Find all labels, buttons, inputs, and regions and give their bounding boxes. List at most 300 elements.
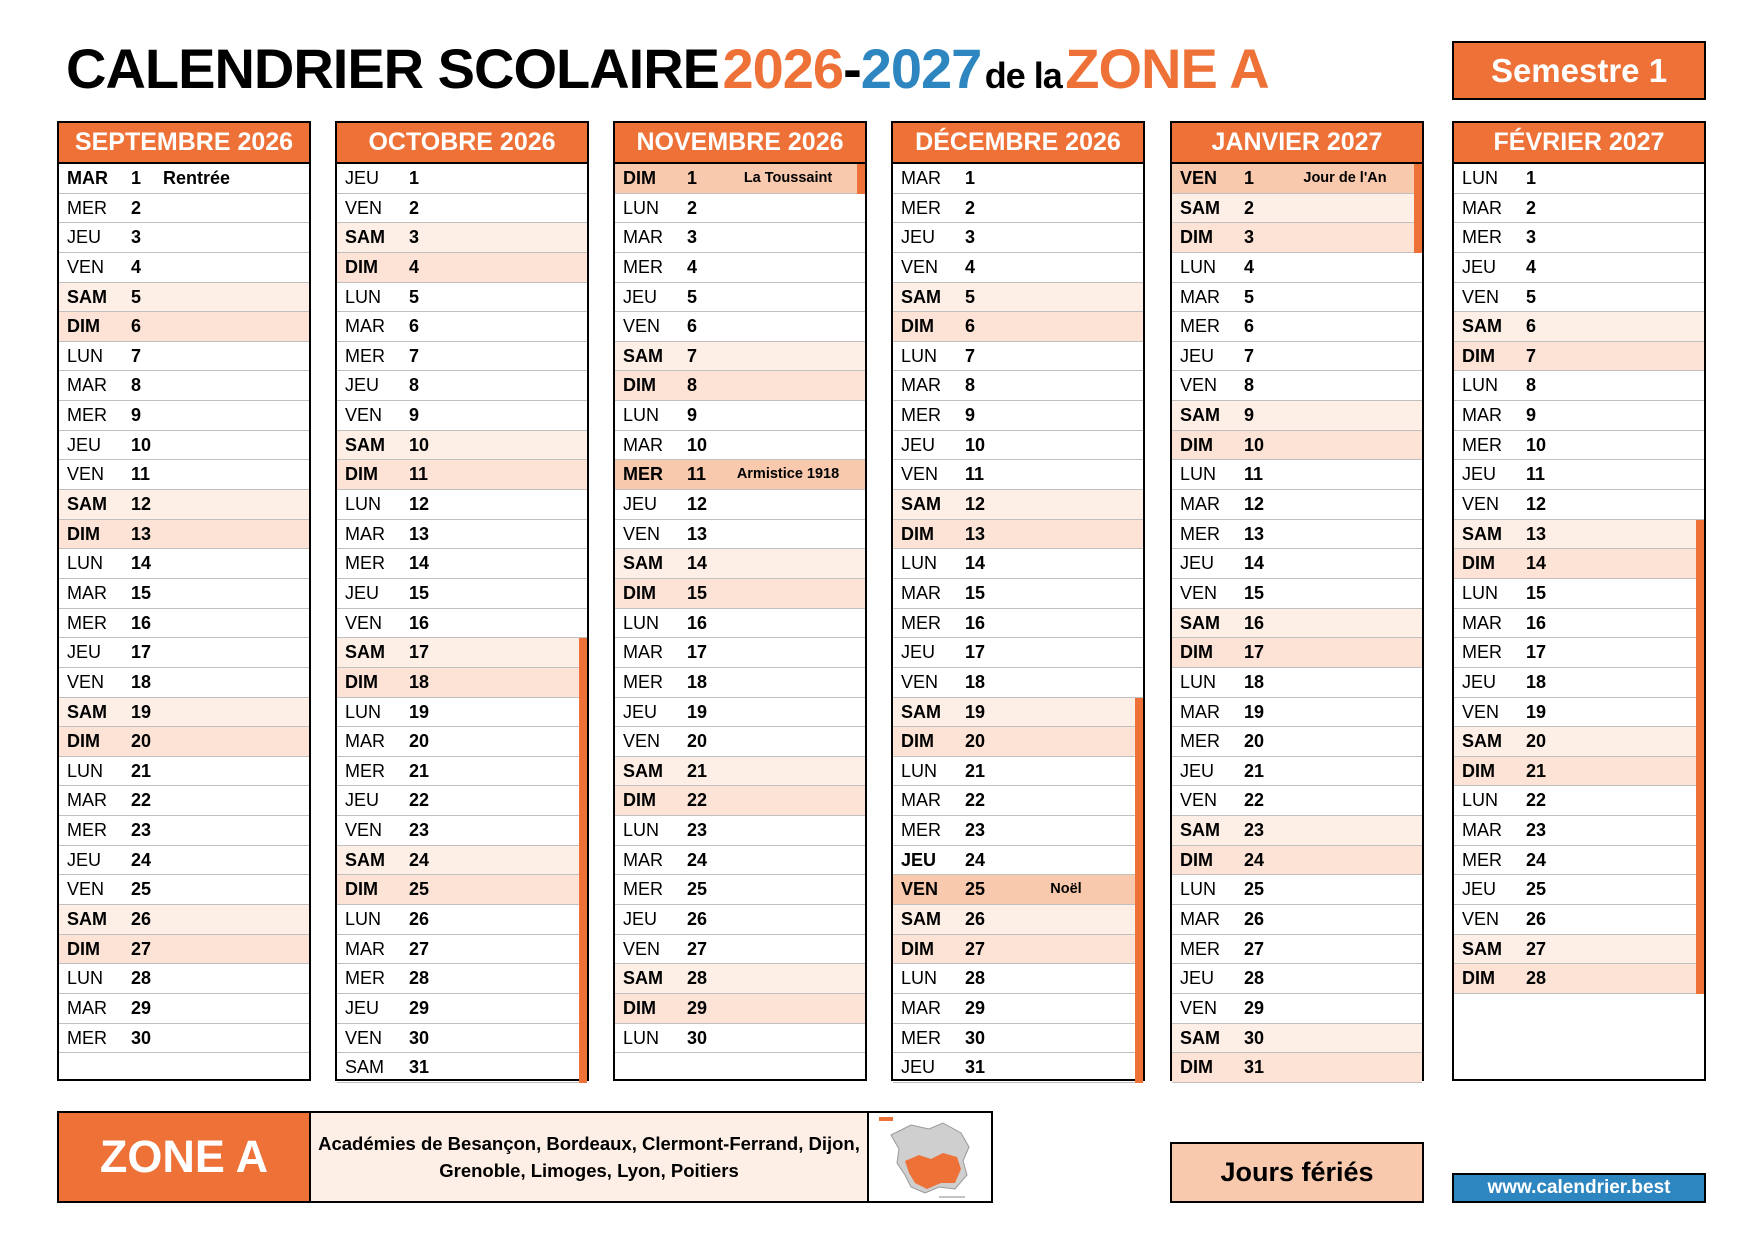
day-number: 3 [131,227,142,248]
day-number: 25 [1526,879,1547,900]
day-row [1172,1053,1422,1083]
day-number: 2 [1244,197,1255,218]
day-row [1454,549,1704,579]
day-name: MER [901,612,941,633]
day-number: 3 [1244,227,1255,248]
day-number: 28 [1526,968,1547,989]
day-row [59,164,309,194]
day-number: 5 [131,286,142,307]
day-name: MER [345,968,385,989]
day-row [1454,905,1704,935]
day-row [1454,875,1704,905]
day-number: 4 [409,256,420,277]
title-de-la: de la [984,55,1062,96]
day-row [337,579,587,609]
day-row [1172,638,1422,668]
day-name: MER [1462,434,1502,455]
day-number: 31 [965,1057,986,1078]
day-number: 6 [1244,316,1255,337]
day-number: 20 [965,731,986,752]
day-row [59,460,309,490]
day-row [893,312,1143,342]
day-name: JEU [67,434,102,455]
day-number: 15 [1244,582,1265,603]
day-row [1454,964,1704,994]
day-row [337,668,587,698]
day-name: MER [345,345,385,366]
day-row [337,431,587,461]
day-row [337,816,587,846]
day-number: 9 [965,405,976,426]
day-row [337,549,587,579]
day-name: DIM [1462,968,1495,989]
day-number: 12 [131,494,152,515]
day-name: LUN [623,820,660,841]
zone-legend [57,1111,993,1203]
empty-row [615,1053,865,1083]
day-row [893,549,1143,579]
day-number: 24 [131,849,152,870]
day-row [1172,520,1422,550]
day-row [615,283,865,313]
day-row [1172,342,1422,372]
day-name: VEN [1180,997,1218,1018]
day-name: MER [1180,523,1220,544]
empty-row [1454,1053,1704,1083]
day-row [893,609,1143,639]
day-name: JEU [67,849,102,870]
day-name: DIM [1180,1057,1213,1078]
day-name: MAR [901,582,941,603]
month-column [613,121,867,1081]
day-row [615,816,865,846]
day-name: SAM [345,849,385,870]
day-number: 2 [687,197,698,218]
day-number: 21 [409,760,430,781]
day-number: 11 [1244,464,1264,485]
vacation-bar [857,164,865,194]
day-name: SAM [1462,938,1502,959]
day-number: 6 [131,316,142,337]
day-row [1172,371,1422,401]
day-row [615,1024,865,1054]
day-number: 24 [1244,849,1265,870]
day-number: 27 [131,938,152,959]
day-number: 23 [1526,820,1547,841]
day-number: 4 [965,256,976,277]
day-number: 16 [409,612,430,633]
day-number: 6 [1526,316,1537,337]
day-row [1172,431,1422,461]
day-name: MAR [1462,612,1502,633]
day-row [893,283,1143,313]
day-name: JEU [1462,256,1497,277]
day-name: SAM [623,345,663,366]
day-name: JEU [345,997,380,1018]
day-row [1172,846,1422,876]
month-title: FÉVRIER 2027 [1454,123,1704,164]
day-number: 28 [965,968,986,989]
title-dash: - [843,37,861,100]
day-name: MAR [1462,820,1502,841]
day-row [615,401,865,431]
day-number: 13 [409,523,430,544]
day-number: 6 [687,316,698,337]
day-row [1172,253,1422,283]
day-number: 10 [687,434,708,455]
day-row [893,994,1143,1024]
day-number: 4 [1526,256,1537,277]
day-number: 30 [687,1027,708,1048]
day-name: MER [623,256,663,277]
holidays-legend: Jours fériés [1170,1142,1424,1203]
day-name: JEU [623,286,658,307]
day-name: VEN [67,879,105,900]
day-row [1172,283,1422,313]
day-row [893,875,1143,905]
vacation-bar [1696,520,1704,994]
day-name: MAR [901,790,941,811]
day-name: DIM [345,671,378,692]
day-name: MER [1180,731,1220,752]
day-name: VEN [1180,582,1218,603]
day-row [1454,401,1704,431]
day-name: MER [1462,227,1502,248]
day-row [337,757,587,787]
day-name: SAM [623,553,663,574]
day-name: MER [1462,642,1502,663]
day-name: JEU [1180,345,1215,366]
day-row [615,431,865,461]
day-row [59,786,309,816]
day-name: MER [1462,849,1502,870]
day-row [59,520,309,550]
day-name: SAM [901,701,941,722]
day-name: JEU [901,849,937,870]
day-number: 23 [1244,820,1265,841]
day-number: 29 [687,997,708,1018]
day-name: MAR [67,790,107,811]
day-number: 9 [687,405,698,426]
day-name: SAM [1180,612,1220,633]
day-name: SAM [901,909,941,930]
day-name: SAM [67,494,107,515]
month-column [57,121,311,1081]
day-number: 9 [131,405,142,426]
day-number: 25 [131,879,152,900]
day-row [1454,371,1704,401]
day-name: DIM [1180,849,1213,870]
day-number: 17 [965,642,986,663]
day-row [615,786,865,816]
day-row [337,401,587,431]
day-number: 7 [409,345,420,366]
day-name: SAM [1180,197,1220,218]
day-number: 26 [965,909,986,930]
day-name: JEU [1180,968,1215,989]
day-name: LUN [1462,168,1499,188]
day-row [1172,490,1422,520]
day-name: LUN [345,286,382,307]
day-name: JEU [623,909,658,930]
day-number: 28 [1244,968,1265,989]
day-name: VEN [623,523,661,544]
day-name: VEN [623,316,661,337]
day-name: LUN [67,345,104,366]
semester-badge: Semestre 1 [1452,41,1706,100]
day-number: 9 [1526,405,1537,426]
day-row [1172,994,1422,1024]
day-number: 8 [131,375,142,396]
zone-label: ZONE A [59,1113,311,1201]
day-name: JEU [345,582,380,603]
day-row [1172,609,1422,639]
day-row [59,401,309,431]
day-number: 22 [1526,790,1547,811]
day-number: 16 [1244,612,1265,633]
day-name: SAM [1462,316,1502,337]
day-name: SAM [67,286,107,307]
day-number: 13 [687,523,708,544]
day-number: 16 [1526,612,1547,633]
day-name: DIM [67,523,100,544]
day-number: 22 [131,790,152,811]
day-name: DIM [345,256,378,277]
day-row [615,579,865,609]
day-row [1454,698,1704,728]
day-number: 9 [409,405,420,426]
day-row [615,342,865,372]
vacation-bar [1135,698,1143,1083]
day-number: 13 [1526,523,1547,544]
day-number: 2 [131,197,142,218]
day-name: JEU [623,494,658,515]
day-number: 13 [965,523,986,544]
empty-row [1454,1024,1704,1054]
day-row [337,223,587,253]
holiday-note: La Toussaint [743,170,833,186]
day-name: LUN [901,345,938,366]
day-row [1172,460,1422,490]
day-number: 2 [1526,197,1537,218]
day-name: LUN [345,494,382,515]
day-row [615,935,865,965]
day-number: 12 [1526,494,1547,515]
day-number: 25 [965,879,986,900]
day-row [893,194,1143,224]
day-row [615,698,865,728]
day-number: 15 [131,582,152,603]
day-name: MER [1180,938,1220,959]
day-number: 10 [1244,434,1265,455]
day-name: SAM [901,494,941,515]
day-name: VEN [345,612,383,633]
day-row [1172,698,1422,728]
day-row [59,579,309,609]
month-title: NOVEMBRE 2026 [615,123,865,164]
day-row [59,638,309,668]
day-row [337,312,587,342]
day-name: LUN [67,553,104,574]
day-number: 13 [1244,523,1265,544]
day-number: 11 [687,464,707,485]
day-name: MAR [1180,286,1220,307]
day-name: JEU [1462,879,1497,900]
day-number: 19 [1244,701,1265,722]
holiday-note: Noël [1050,881,1082,898]
day-name: MAR [345,938,385,959]
day-number: 25 [1244,879,1265,900]
day-number: 16 [965,612,986,633]
day-number: 20 [1526,731,1547,752]
day-name: DIM [1180,642,1213,663]
day-number: 12 [409,494,430,515]
day-number: 28 [131,968,152,989]
day-name: LUN [623,1027,660,1048]
day-number: 25 [409,879,430,900]
day-name: VEN [623,731,661,752]
day-row [59,223,309,253]
day-number: 22 [409,790,430,811]
day-number: 7 [1244,345,1255,366]
day-row [1172,757,1422,787]
day-name: VEN [1180,375,1218,396]
day-name: JEU [345,168,380,188]
day-row [893,935,1143,965]
day-number: 29 [965,997,986,1018]
day-name: JEU [1180,553,1215,574]
day-number: 21 [687,760,708,781]
day-name: MAR [345,523,385,544]
day-number: 14 [409,553,430,574]
day-name: SAM [1180,1027,1220,1048]
day-row [893,401,1143,431]
day-name: JEU [901,642,936,663]
website-link[interactable]: www.calendrier.best [1452,1173,1706,1203]
day-name: SAM [623,760,663,781]
day-number: 18 [1526,671,1547,692]
day-row [337,164,587,194]
day-number: 19 [131,701,152,722]
day-number: 4 [687,256,698,277]
day-row [59,371,309,401]
day-row [337,1024,587,1054]
day-name: MER [67,820,107,841]
day-name: LUN [901,760,938,781]
day-name: MER [67,405,107,426]
day-row [893,698,1143,728]
day-number: 21 [1526,760,1547,781]
day-row [1172,223,1422,253]
day-number: 15 [965,582,986,603]
day-number: 24 [687,849,708,870]
holiday-note: Jour de l'An [1303,170,1387,186]
day-row [59,816,309,846]
day-name: JEU [623,701,658,722]
day-row [893,727,1143,757]
day-name: MER [67,1027,107,1048]
day-number: 31 [1244,1057,1265,1078]
day-row [59,609,309,639]
day-name: VEN [67,464,105,485]
day-name: MAR [623,642,663,663]
day-number: 29 [1244,997,1265,1018]
day-row [1454,638,1704,668]
day-name: MER [623,671,663,692]
day-name: LUN [901,968,938,989]
day-number: 5 [965,286,976,307]
day-row [1454,342,1704,372]
day-row [1454,579,1704,609]
vacation-bar [1414,164,1422,253]
day-number: 17 [1244,642,1265,663]
day-number: 22 [965,790,986,811]
day-name: VEN [1180,168,1218,188]
day-number: 12 [1244,494,1265,515]
day-row [1454,727,1704,757]
day-name: SAM [345,227,385,248]
day-name: SAM [901,286,941,307]
day-row [337,490,587,520]
day-number: 18 [965,671,986,692]
day-number: 29 [409,997,430,1018]
day-row [1454,223,1704,253]
day-number: 4 [131,256,142,277]
day-row [337,283,587,313]
day-number: 21 [965,760,986,781]
day-row [337,846,587,876]
empty-row [59,1053,309,1083]
day-row [1454,253,1704,283]
day-number: 1 [687,168,698,188]
day-row [615,253,865,283]
academies-list [311,1113,867,1201]
day-row [1454,609,1704,639]
day-number: 2 [409,197,420,218]
day-row [59,668,309,698]
page-title [66,36,1269,106]
day-name: MER [67,612,107,633]
day-row [893,164,1143,194]
day-number: 22 [687,790,708,811]
day-row [337,875,587,905]
day-number: 31 [409,1057,430,1078]
day-name: MER [901,197,941,218]
day-row [893,846,1143,876]
day-number: 18 [1244,671,1265,692]
title-year2: 2027 [860,37,982,100]
day-row [1172,1024,1422,1054]
day-name: VEN [623,938,661,959]
day-name: LUN [901,553,938,574]
day-number: 8 [1526,375,1537,396]
day-name: MAR [67,997,107,1018]
day-name: LUN [67,760,104,781]
day-name: MAR [67,168,108,188]
day-row [893,668,1143,698]
title-main: CALENDRIER SCOLAIRE [66,37,720,100]
day-number: 11 [409,464,429,485]
day-number: 17 [131,642,152,663]
day-row [337,698,587,728]
day-row [1172,816,1422,846]
day-name: DIM [901,523,934,544]
day-row [1172,312,1422,342]
day-row [615,905,865,935]
day-number: 15 [1526,582,1547,603]
day-row [1172,164,1422,194]
day-name: VEN [1462,701,1500,722]
